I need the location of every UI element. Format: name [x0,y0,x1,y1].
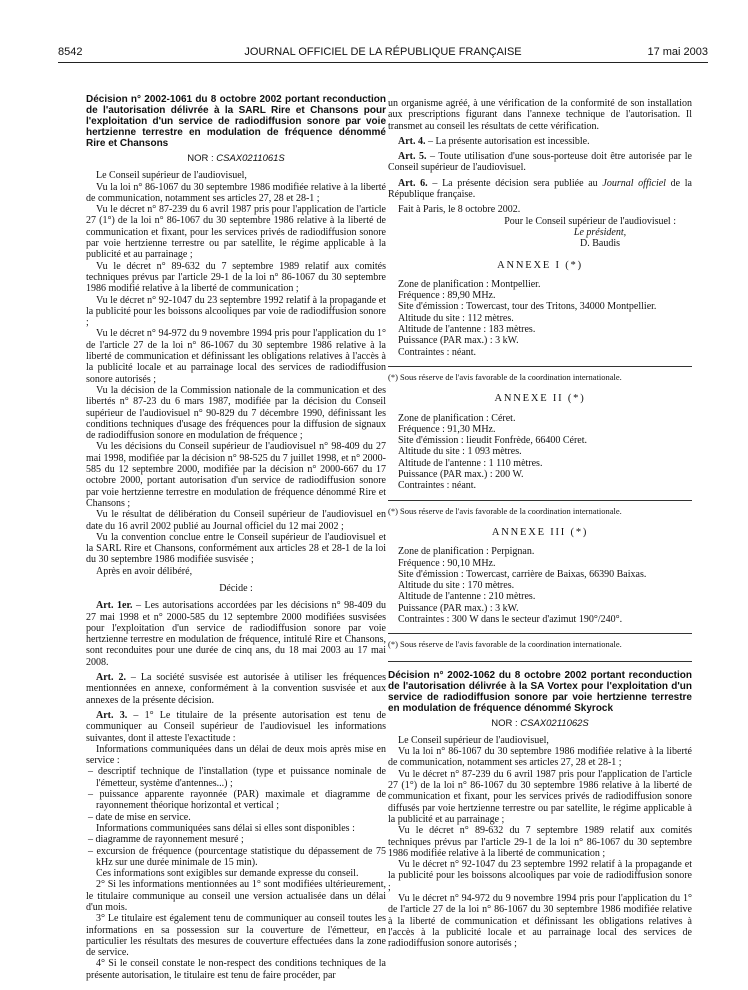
footnote: (*) Sous réserve de l'avis favorable de la coordination internationale. [388,639,622,650]
annexe-line: Fréquence : 89,90 MHz. [398,290,496,302]
article-3-text: – 1° Le titulaire de la présente autorisation est tenu de communiquer au Conseil supérieur de l'audiovisuel les informations suivantes, dont il atteste l'exactitude : [86,709,386,744]
article-3-label: Art. 3. [96,709,128,721]
article-5-label: Art. 5. [398,151,427,163]
preamble-paragraph: Vu le décret n° 87-239 du 6 avril 1987 pris pour l'application de l'article 27 (1°) de la loi n° 86-1067 du 30 septembre 1986 relative à la liberté de communication et fixant, pour les services privés de radiodiffusion sonore par voie hertzienne terrestre ou par satellite, le régime applicable à la publicité et au parrainage ; [86,204,386,261]
preamble-paragraph: Vu le décret n° 89-632 du 7 septembre 1989 relatif aux comités techniques prévus par l'article 29-1 de la loi n° 86-1067 du 30 septembre 1986 modifiée relative à la liberté de communication ; [388,825,692,859]
preamble-paragraph: Vu le décret n° 87-239 du 6 avril 1987 pris pour l'application de l'article 27 (1°) de la loi n° 86-1067 du 30 septembre 1986 relative à la liberté de communication et fixant, pour les services privés de radiodiffusion sonore diffusés par voie hertzienne terrestre ou par satellite, le régime applicable à la publicité et au parrainage ; [388,768,692,825]
preamble-paragraph: Vu la loi n° 86-1067 du 30 septembre 1986 modifiée relative à la liberté de communication, notamment ses articles 27, 28 et 28-1 ; [388,746,692,769]
info-block-1: Informations communiquées dans un délai de deux mois après mise en service : [86,743,386,767]
annexe-line: Puissance (PAR max.) : 3 kW. [398,335,519,347]
article-6-text-b: de la République française. [388,177,692,201]
journal-title: JOURNAL OFFICIEL DE LA RÉPUBLIQUE FRANÇAISE [244,46,522,58]
decision-1-nor [86,153,386,164]
article-4 [388,136,692,147]
article-3 [86,710,386,744]
annexe-line: Zone de planification : Céret. [398,412,516,424]
decision-2-title: Décision n° 2002-1062 du 8 octobre 2002 portant reconduction de l'autorisation délivrée à la SA Vortex pour l'exploitation d'un service de radiodiffusion sonore par voie hertzienne terrestre en modulation de fréquence dénommé Skyrock [388,669,692,714]
preamble-paragraph: Vu la décision de la Commission nationale de la communication et des libertés n° 87-23 du 6 mars 1987, modifiée par la décision du Conseil supérieur de l'audiovisuel n° 90-829 du 7 décembre 1990, définissant les conditions techniques d'usage des fréquences pour la diffusion de signaux de radiodiffusion sonore en modulation de fréquence ; [86,384,386,442]
annexe-title: ANNEXE II (*) [494,393,586,405]
annexe-line: Puissance (PAR max.) : 3 kW. [398,602,519,614]
footnote: (*) Sous réserve de l'avis favorable de la coordination internationale. [388,371,622,382]
annexe-line: Contraintes : néant. [398,480,477,492]
article-6-journal: Journal officiel [602,177,666,189]
list-item: – puissance apparente rayonnée (PAR) maximale et diagramme de rayonnement théorique horizontal et vertical ; [88,789,386,812]
article-1-text: – Les autorisations accordées par les décisions n° 98-409 du 27 mai 1998 et n° 2000-585 du 12 septembre 2000 modifiées susvisées pour l'exploitation d'un service de radiodiffusion sonore par voie hertzienne terrestre en modulation de fréquence, intitulé Rire et Chansons, sont reconduites pour une durée de cinq ans, du 18 mai 2003 au 17 mai 2008. [86,600,386,668]
annexe-block [388,527,692,651]
nor-value: CSAX0211062S [520,717,589,729]
decision-2-nor [388,718,692,729]
footnote-rule [388,633,692,634]
page-header [58,44,708,63]
annexe-block [388,393,692,517]
annexe-line: Altitude de l'antenne : 210 mètres. [398,591,536,603]
footnote-rule [388,500,692,501]
article-2-text: – La société susvisée est autorisée à utiliser les fréquences mentionnées en annexe, conformément à la convention susvisée et aux annexes de la présente décision. [86,672,386,706]
nor-label: NOR : [491,717,518,729]
list-item: – diagramme de rayonnement mesuré ; [88,834,244,846]
annexe-line: Fréquence : 90,10 MHz. [398,557,496,569]
nor-value: CSAX0211061S [216,153,285,164]
article-4-text: – La présente autorisation est incessible. [425,135,590,147]
annexe-line: Fréquence : 91,30 MHz. [398,423,496,435]
preamble-paragraph: Vu le décret n° 92-1047 du 23 septembre 1992 relatif à la propagande et la publicité pour les boissons alcooliques par voie de radiodiffusion sonore ; [388,859,692,893]
annexe-line: Zone de planification : Montpellier. [398,278,541,290]
footnote-rule [388,366,692,367]
list-item: – descriptif technique de l'installation (type et puissance nominale de l'émetteur, système d'antennes...) ; [88,766,386,789]
article-6 [388,178,692,201]
signature-title: Le président, [573,226,627,238]
article-1-label: Art. 1er. [96,600,133,612]
preamble-paragraph: Vu le décret n° 94-972 du 9 novembre 1994 pris pour l'application du 1° de l'article 27 de la loi n° 86-1067 du 30 septembre 1986 relative à la liberté de communication et définissant les obligations relatives à l'accès à la publicité locale et au parrainage local des services de radiodiffusion sonore autorisés ; [86,328,386,385]
decision-2-preamble [388,735,692,950]
list-item: – excursion de fréquence (pourcentage statistique du dépassement de 75 kHz sur une durée minimale de 15 min). [88,845,386,868]
preamble-paragraph: Vu le décret n° 89-632 du 7 septembre 1989 relatif aux comités techniques prévus par l'article 29-1 de la loi n° 86-1067 du 30 septembre 1986 modifié relative à la liberté de communication ; [86,260,386,295]
preamble-paragraph: Le Conseil supérieur de l'audiovisuel, [398,734,549,746]
annexe-line: Puissance (PAR max.) : 200 W. [398,469,524,481]
annexe-line: Site d'émission : Towercast, tour des Tritons, 34000 Montpellier. [398,301,657,313]
left-column [86,94,386,981]
preamble-paragraph: Vu le décret n° 94-972 du 9 novembre 1994 pris pour l'application du 1° de l'article 27 de la loi n° 86-1067 du 30 septembre 1986 modifiée relative à la liberté de communication et définissant les obligations relatives à l'accès à la publicité locale et au parrainage local des services de radiodiffusion sonore autorisés ; [388,893,692,950]
annexes [388,260,692,651]
info-list-1 [86,766,386,822]
info-list-2 [86,834,386,868]
paragraph: 2° Si les informations mentionnées au 1° sont modifiées ultérieurement, le titulaire communique au conseil une version actualisée dans un délai d'un mois. [86,879,386,913]
article-3-continued [86,868,386,981]
article-5 [388,151,692,174]
annexe-line: Altitude de l'antenne : 1 110 mètres. [398,457,543,469]
annexe-line: Altitude du site : 1 093 mètres. [398,446,522,458]
decide-heading: Décide : [219,582,253,594]
preamble-paragraph: Après en avoir délibéré, [96,565,193,577]
article-2 [86,672,386,706]
article-6-text-a: – La présente décision sera publiée au [427,177,603,189]
info-block-2: Informations communiquées sans délai si elles sont disponibles : [96,822,355,834]
annexe-title: ANNEXE III (*) [491,526,589,538]
annexe-line: Altitude du site : 112 mètres. [398,312,514,324]
decision-1-preamble [86,170,386,577]
decision-1-title: Décision n° 2002-1061 du 8 octobre 2002 portant reconduction de l'autorisation délivrée à la SARL Rire et Chansons pour l'exploitation d'un service de radiodiffusion sonore par voie hertzienne terrestre en modulation de fréquence dénommé Rire et Chansons [86,94,386,149]
preamble-paragraph: Le Conseil supérieur de l'audiovisuel, [96,170,247,182]
preamble-paragraph: Vu le décret n° 92-1047 du 23 septembre 1992 relatif à la propagande et la publicité pour les boissons alcooliques par voie de radiodiffusion sonore ; [86,294,386,329]
right-column [388,98,692,950]
article-6-label: Art. 6. [398,177,428,189]
annexe-line: Site d'émission : lieudit Fonfrède, 66400 Céret. [398,435,587,447]
paragraph: 3° Le titulaire est également tenu de communiquer au conseil toutes les informations en sa possession sur la couverture de l'émetteur, en particulier les résultats des mesures de couverture effectuées dans la zone de service. [86,913,386,959]
paragraph: Ces informations sont exigibles sur demande expresse du conseil. [96,868,359,880]
preamble-paragraph: Vu la loi n° 86-1067 du 30 septembre 1986 modifiée relative à la liberté de communication, notamment ses articles 27, 28 et 28-1 ; [86,181,386,204]
signature-line-1: Pour le Conseil supérieur de l'audiovisuel : [504,215,676,227]
annexe-line: Altitude du site : 170 mètres. [398,580,515,592]
paragraph: 4° Si le conseil constate le non-respect des conditions techniques de la présente autorisation, le titulaire est tenu de faire procéder, par [86,958,386,981]
preamble-paragraph: Vu les décisions du Conseil supérieur de l'audiovisuel n° 98-409 du 27 mai 1998, modifiée par la décision n° 98-525 du 7 juillet 1998, et n° 2000-585 du 12 septembre 2000, modifiée par la décision n° 2000-667 du 17 octobre 2000, portant autorisation d'un service de radiodiffusion sonore par voie hertzienne terrestre en modulation de fréquence dénommé Rire et Chansons ; [86,441,386,509]
annexe-line: Site d'émission : Towercast, carrière de Baixas, 66390 Baixas. [398,568,647,580]
page-number: 8542 [58,46,83,58]
article-1 [86,600,386,668]
annexe-title: ANNEXE I (*) [497,259,583,271]
article-5-text: – Toute utilisation d'une sous-porteuse doit être autorisée par le Conseil supérieur de l'audiovisuel. [388,151,692,174]
article-3-continuation: un organisme agréé, à une vérification de la conformité de son installation aux prescriptions figurant dans l'annexe technique de l'autorisation. Il transmet au conseil les résultats de cette vérification. [388,98,692,132]
preamble-paragraph: Vu le résultat de délibération du Conseil supérieur de l'audiovisuel en date du 16 avril 2002 publié au Journal officiel du 12 mai 2002 ; [86,509,386,532]
preamble-paragraph: Vu la convention conclue entre le Conseil supérieur de l'audiovisuel et la SARL Rire et Chansons, conformément aux articles 28 et 28-1 de la loi du 30 septembre 1986 modifiée susvisée ; [86,531,386,566]
footnote: (*) Sous réserve de l'avis favorable de la coordination internationale. [388,505,622,516]
annexe-line: Contraintes : néant. [398,346,477,358]
list-item: – date de mise en service. [88,811,191,823]
annexe-line: Zone de planification : Perpignan. [398,546,535,558]
annexe-line: Altitude de l'antenne : 183 mètres. [398,324,536,336]
article-2-label: Art. 2. [96,672,126,684]
annexe-line: Contraintes : 300 W dans le secteur d'azimut 190°/240°. [398,613,623,625]
signature-name: D. Baudis [580,238,620,250]
article-4-label: Art. 4. [398,135,426,147]
fait-a-paris: Fait à Paris, le 8 octobre 2002. [398,204,521,216]
issue-date: 17 mai 2003 [647,46,708,58]
annexe-block [388,260,692,384]
nor-label: NOR : [187,153,214,164]
